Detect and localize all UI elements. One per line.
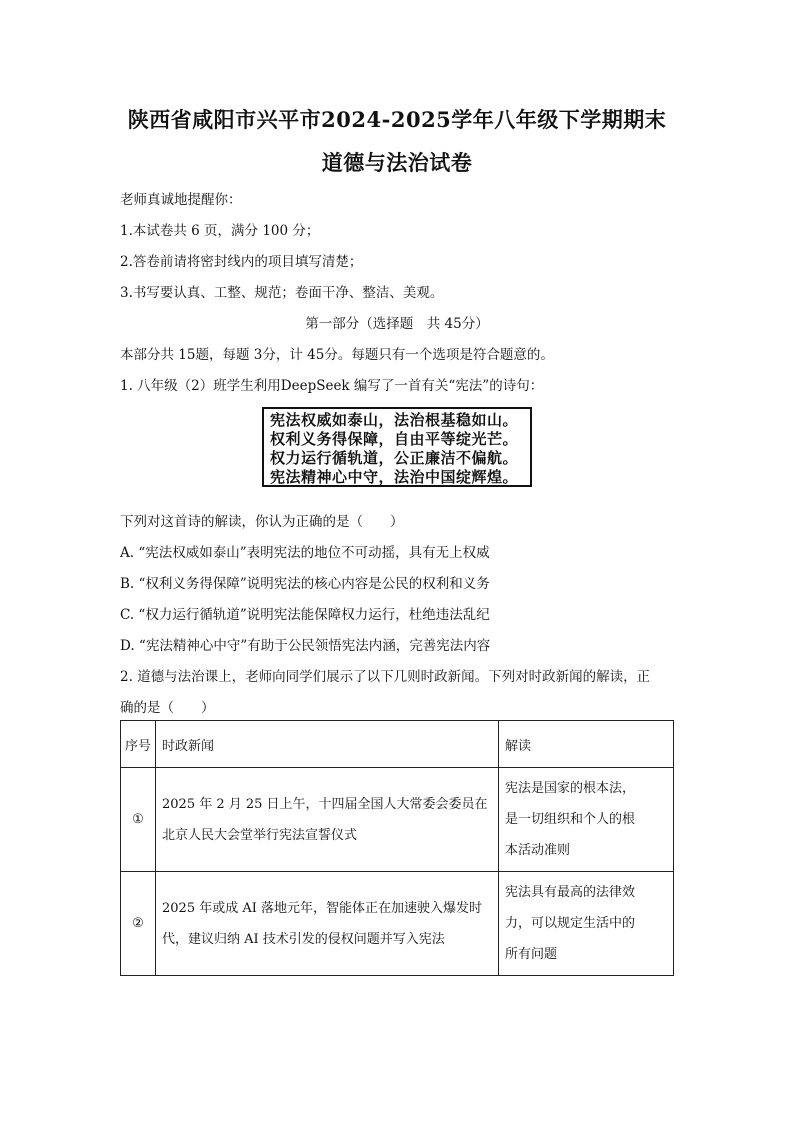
interpretation-cell bbox=[499, 768, 674, 872]
table-header-row bbox=[121, 721, 674, 768]
notice-item-2: 2.答卷前请将密封线内的项目填写清楚； bbox=[120, 254, 363, 270]
question1-prompt: 下列对这首诗的解读，你认为正确的是（ ） bbox=[120, 514, 404, 530]
question2-stem-line1: 2. 道德与法治课上，老师向同学们展示了以下几则时政新闻。下列对时政新闻的解读，正 bbox=[120, 669, 651, 685]
option-a: A. “宪法权威如泰山”表明宪法的地位不可动摇，具有无上权威 bbox=[120, 545, 490, 561]
news-text: 2025 年或成 AI 落地元年，智能体正在加速驶入爆发时 bbox=[162, 900, 483, 916]
interpretation-cell bbox=[499, 872, 674, 976]
news-cell bbox=[156, 768, 499, 872]
section-title: 第一部分（选择题 共 45分） bbox=[305, 316, 489, 332]
interpretation-text: 是一切组织和个人的根 bbox=[505, 812, 636, 827]
news-table bbox=[120, 720, 674, 976]
news-text: 代，建议归纳 AI 技术引发的侵权问题并写入宪法 bbox=[162, 931, 445, 947]
poem-box bbox=[262, 407, 532, 487]
table-row bbox=[121, 768, 674, 872]
news-text: 北京人民大会堂举行宪法宣誓仪式 bbox=[162, 827, 358, 843]
question2-stem-line2: 确的是（ ） bbox=[120, 700, 215, 716]
interpretation-text: 力，可以规定生活中的 bbox=[505, 916, 636, 931]
exam-title-line2: 道德与法治试卷 bbox=[321, 150, 473, 175]
header-interpretation: 解读 bbox=[499, 721, 674, 768]
notice-item-1: 1.本试卷共 6 页，满分 100 分； bbox=[120, 223, 320, 239]
news-text: 2025 年 2 月 25 日上午，十四届全国人大常委会委员在 bbox=[162, 796, 488, 812]
row-number: ① bbox=[121, 768, 156, 872]
header-number: 序号 bbox=[121, 721, 156, 768]
header-news: 时政新闻 bbox=[156, 721, 499, 768]
interpretation-text: 宪法具有最高的法律效 bbox=[505, 885, 636, 900]
notice-intro: 老师真诚地提醒你： bbox=[120, 192, 242, 208]
poem-line: 权利义务得保障，自由平等绽光芒。 bbox=[270, 430, 519, 448]
option-c: C. “权力运行循轨道”说明宪法能保障权力运行，杜绝违法乱纪 bbox=[120, 607, 490, 623]
interpretation-text: 本活动准则 bbox=[505, 843, 571, 858]
option-b: B. “权利义务得保障”说明宪法的核心内容是公民的权利和义务 bbox=[120, 576, 490, 592]
row-number: ② bbox=[121, 872, 156, 976]
interpretation-text: 宪法是国家的根本法， bbox=[505, 781, 636, 796]
notice-item-3: 3.书写要认真、工整、规范；卷面干净、整洁、美观。 bbox=[120, 285, 444, 301]
option-d: D. “宪法精神心中守”有助于公民领悟宪法内涵，完善宪法内容 bbox=[120, 638, 491, 654]
poem-line: 权力运行循轨道，公正廉洁不偏航。 bbox=[270, 449, 519, 467]
exam-title-line1: 陕西省咸阳市兴平市2024-2025学年八年级下学期期末 bbox=[127, 107, 667, 132]
poem-line: 宪法权威如泰山，法治根基稳如山。 bbox=[270, 411, 519, 429]
news-cell bbox=[156, 872, 499, 976]
question1-stem: 1. 八年级（2）班学生利用DeepSeek 编写了一首有关“宪法”的诗句： bbox=[120, 378, 544, 394]
table-row bbox=[121, 872, 674, 976]
poem-line: 宪法精神心中守，法治中国绽辉煌。 bbox=[270, 468, 519, 486]
interpretation-text: 所有问题 bbox=[505, 947, 558, 962]
section-instructions: 本部分共 15题，每题 3分，计 45分。每题只有一个选项是符合题意的。 bbox=[120, 347, 554, 363]
